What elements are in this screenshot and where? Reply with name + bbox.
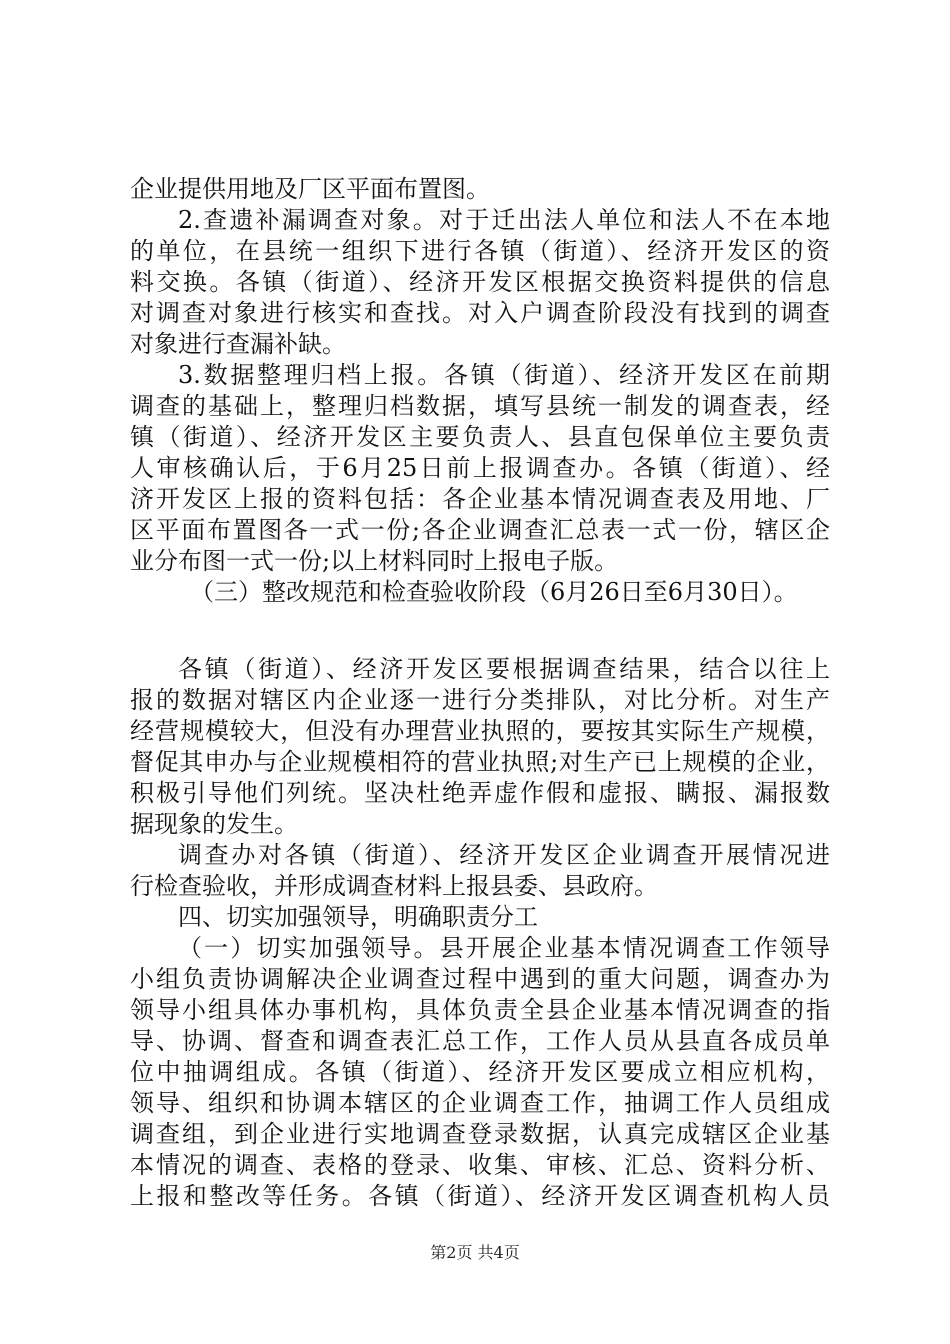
section-heading: （三）整改规范和检查验收阶段（6月26日至6月30日）。 — [190, 578, 798, 606]
paragraph-line: 济开发区上报的资料包括：各企业基本情况调查表及用地、厂 — [130, 485, 830, 513]
paragraph-line: 上报和整改等任务。各镇（街道）、经济开发区调查机构人员 — [130, 1182, 830, 1210]
paragraph-line: 3.数据整理归档上报。各镇（街道）、经济开发区在前期 — [178, 361, 830, 389]
paragraph-line: 2.查遗补漏调查对象。对于迁出法人单位和法人不在本地 — [178, 206, 830, 234]
document-body — [130, 174, 830, 1212]
paragraph-line: 导、协调、督查和调查表汇总工作，工作人员从县直各成员单 — [130, 1027, 830, 1055]
paragraph-line: 区平面布置图各一式一份;各企业调查汇总表一式一份，辖区企 — [130, 516, 830, 544]
paragraph-line: 调查组，到企业进行实地调查登录数据，认真完成辖区企业基 — [130, 1120, 830, 1148]
paragraph-line: 行检查验收，并形成调查材料上报县委、县政府。 — [130, 872, 658, 900]
paragraph-line: 企业提供用地及厂区平面布置图。 — [130, 175, 490, 203]
paragraph-line: 业分布图一式一份;以上材料同时上报电子版。 — [130, 547, 619, 575]
paragraph-line: 积极引导他们列统。坚决杜绝弄虚作假和虚报、瞒报、漏报数 — [130, 779, 830, 807]
paragraph-line: 经营规模较大，但没有办理营业执照的，要按其实际生产规模， — [130, 717, 830, 745]
paragraph-line: 的单位，在县统一组织下进行各镇（街道）、经济开发区的资 — [130, 237, 830, 265]
page-number-footer: 第2页 共4页 — [430, 1243, 520, 1262]
paragraph-line: 镇（街道）、经济开发区主要负责人、县直包保单位主要负责 — [130, 423, 830, 451]
paragraph-line: 位中抽调组成。各镇（街道）、经济开发区要成立相应机构， — [130, 1058, 830, 1086]
paragraph-line: 本情况的调查、表格的登录、收集、审核、汇总、资料分析、 — [130, 1151, 830, 1179]
paragraph-line: 各镇（街道）、经济开发区要根据调查结果，结合以往上 — [178, 655, 830, 683]
section-heading: 四、切实加强领导，明确职责分工 — [178, 903, 538, 931]
paragraph-line: 据现象的发生。 — [130, 810, 298, 838]
paragraph-line: 领导、组织和协调本辖区的企业调查工作，抽调工作人员组成 — [130, 1089, 830, 1117]
paragraph-line: 对调查对象进行核实和查找。对入户调查阶段没有找到的调查 — [130, 299, 830, 327]
paragraph-gap — [130, 608, 830, 654]
paragraph-line: （一）切实加强领导。县开展企业基本情况调查工作领导 — [178, 934, 830, 962]
paragraph-line: 人审核确认后，于6月25日前上报调查办。各镇（街道）、经 — [130, 454, 830, 482]
paragraph-line: 小组负责协调解决企业调查过程中遇到的重大问题，调查办为 — [130, 965, 830, 993]
paragraph-line: 调查的基础上，整理归档数据，填写县统一制发的调查表，经 — [130, 392, 830, 420]
paragraph-line: 对象进行查漏补缺。 — [130, 330, 346, 358]
paragraph-line: 督促其申办与企业规模相符的营业执照;对生产已上规模的企业， — [130, 748, 830, 776]
paragraph-line: 料交换。各镇（街道）、经济开发区根据交换资料提供的信息 — [130, 268, 830, 296]
paragraph-line: 调查办对各镇（街道）、经济开发区企业调查开展情况进 — [178, 841, 830, 869]
paragraph-line: 报的数据对辖区内企业逐一进行分类排队，对比分析。对生产 — [130, 686, 830, 714]
paragraph-line: 领导小组具体办事机构，具体负责全县企业基本情况调查的指 — [130, 996, 830, 1024]
